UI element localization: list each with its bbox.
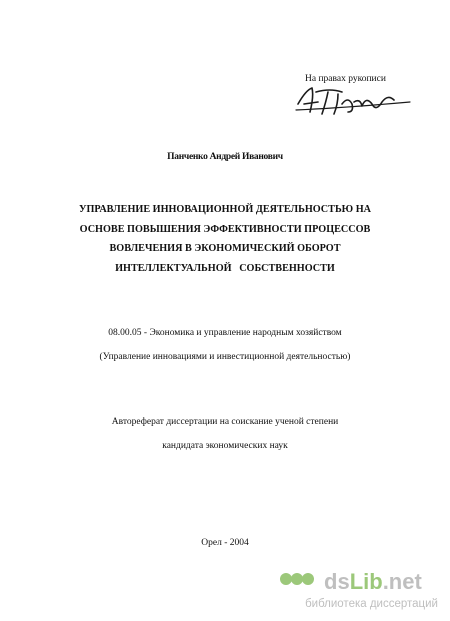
manuscript-note: На правах рукописи bbox=[305, 74, 386, 84]
brand-suffix: .net bbox=[382, 569, 422, 594]
specialty-subfield: (Управление инновациями и инвестиционной деятельностью) bbox=[99, 352, 351, 362]
watermark-tagline: библиотека диссертаций bbox=[305, 598, 438, 610]
svg-text:dsLib.net bbox=[324, 569, 422, 594]
brand-prefix: ds bbox=[324, 569, 350, 594]
dslib-watermark bbox=[262, 565, 442, 613]
dissertation-title bbox=[40, 200, 410, 278]
handwritten-signature bbox=[292, 82, 414, 122]
specialty-code: 08.00.05 - Экономика и управление народным хозяйством bbox=[108, 328, 342, 338]
dslib-logo-icon bbox=[280, 573, 314, 585]
place-and-year: Орел - 2004 bbox=[201, 538, 249, 548]
brand-main: Lib bbox=[349, 569, 383, 594]
title-line: ИНТЕЛЛЕКТУАЛЬНОЙ СОБСТВЕННОСТИ bbox=[115, 262, 335, 274]
title-line: ВОВЛЕЧЕНИЯ В ЭКОНОМИЧЕСКИЙ ОБОРОТ bbox=[109, 243, 341, 254]
title-line: УПРАВЛЕНИЕ ИННОВАЦИОННОЙ ДЕЯТЕЛЬНОСТЬЮ НА bbox=[79, 204, 371, 215]
abstract-purpose: Автореферат диссертации на соискание ученой степени bbox=[111, 417, 339, 427]
author-name: Панченко Андрей Иванович bbox=[167, 152, 283, 162]
degree-name: кандидата экономических наук bbox=[162, 441, 288, 451]
title-line: ОСНОВЕ ПОВЫШЕНИЯ ЭФФЕКТИВНОСТИ ПРОЦЕССОВ bbox=[79, 223, 371, 235]
